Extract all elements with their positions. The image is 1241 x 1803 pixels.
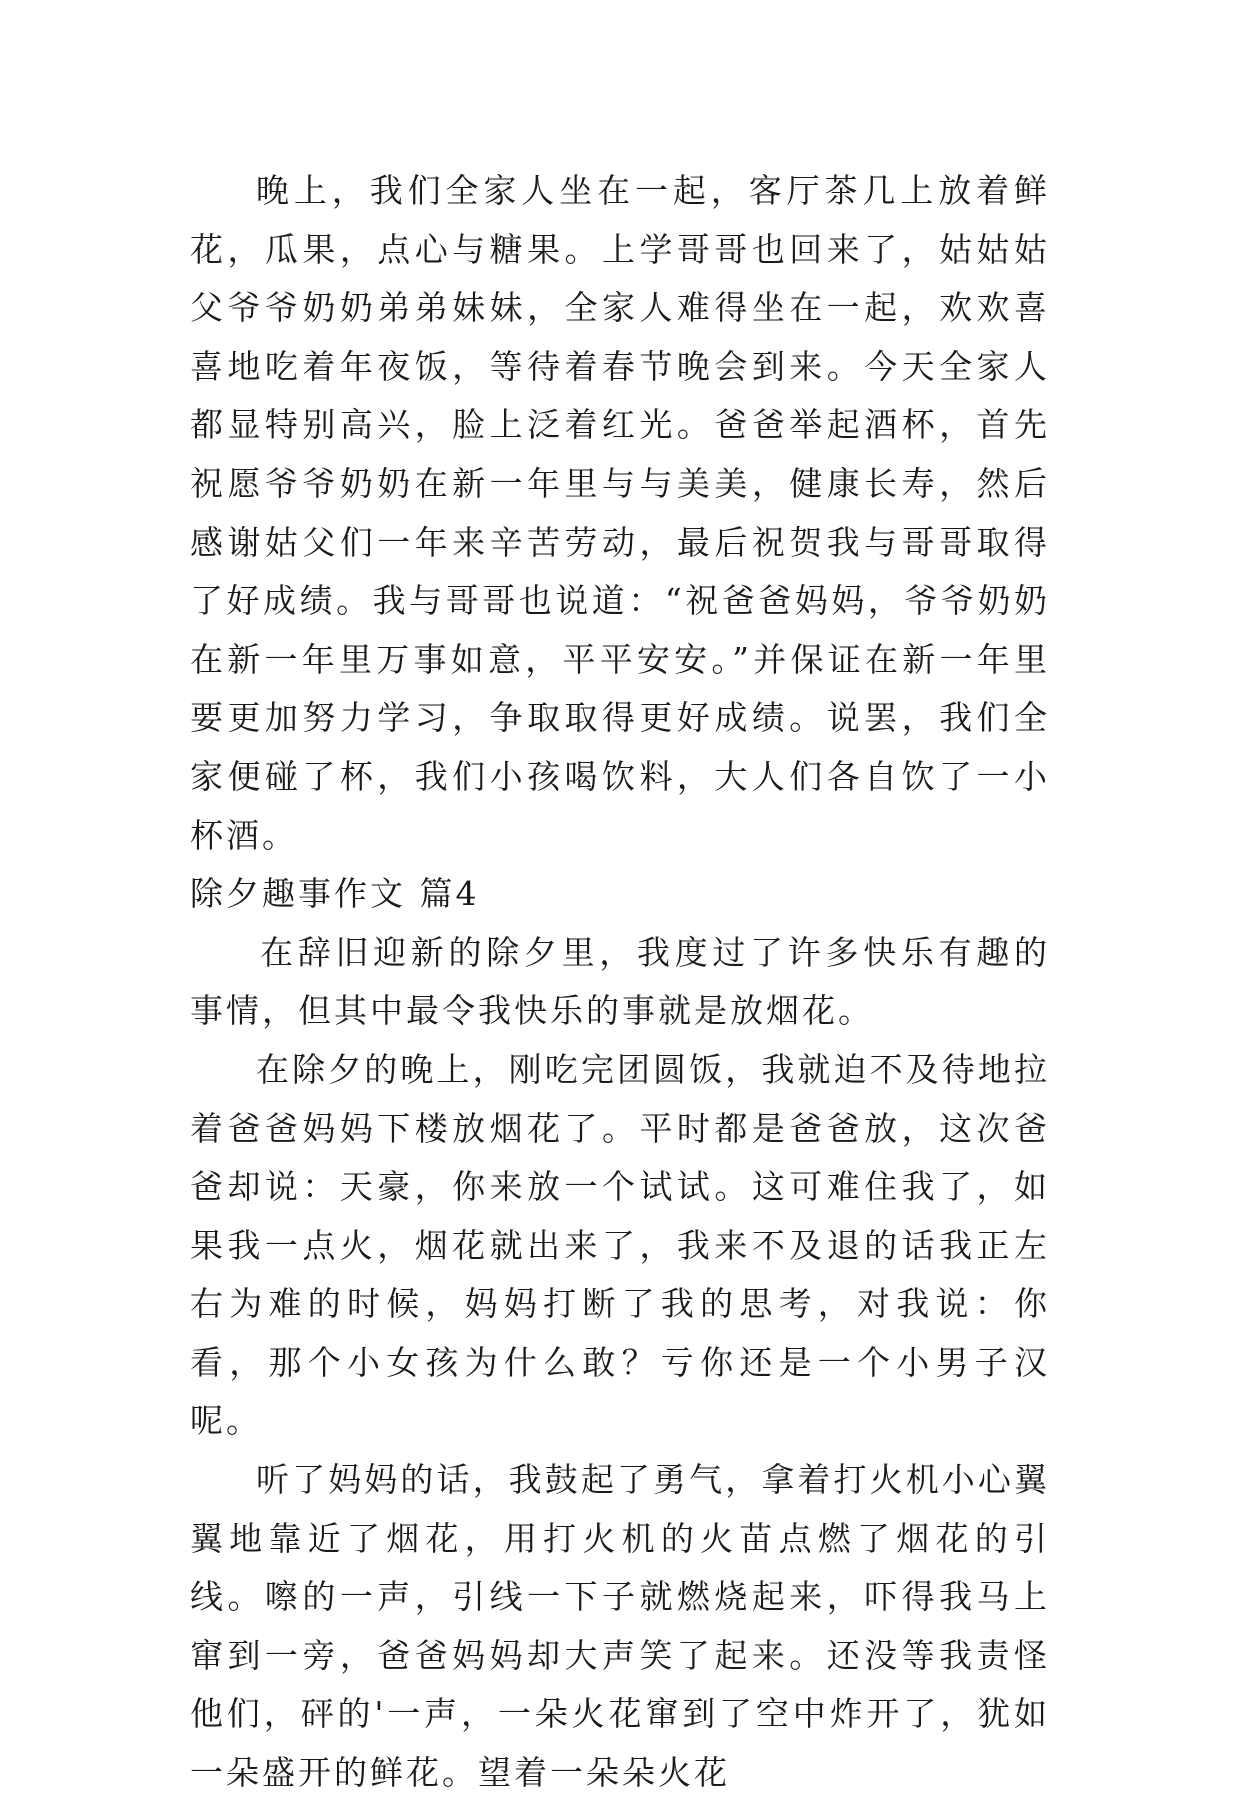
section-heading: 除夕趣事作文 篇4 — [190, 874, 480, 914]
document-body — [190, 162, 1050, 1803]
paragraph-dinner-fireworks: 在除夕的晚上，刚吃完团圆饭，我就迫不及待地拉着爸爸妈妈下楼放烟花了。平时都是爸爸放，这次爸爸却说：天豪，你来放一个试试。这可难住我了，如果我一点火，烟花就出来了，我来不及退的话我正左右为难的时候，妈妈打断了我的思考，对我说：你看，那个小女孩为什么敢？亏你还是一个小男子汉呢。 — [190, 1049, 1050, 1441]
paragraph-family-dinner: 晚上，我们全家人坐在一起，客厅茶几上放着鲜花，瓜果，点心与糖果。上学哥哥也回来了，姑姑姑父爷爷奶奶弟弟妹妹，全家人难得坐在一起，欢欢喜喜地吃着年夜饭，等待着春节晚会到来。今天全家人都显特别高兴，脸上泛着红光。爸爸举起酒杯，首先祝愿爷爷奶奶在新一年里与与美美，健康长寿，然后感谢姑父们一年来辛苦劳动，最后祝贺我与哥哥取得了好成绩。我与哥哥也说道：“祝爸爸妈妈，爷爷奶奶在新一年里万事如意，平平安安。”并保证在新一年里要更加努力学习，争取取得更好成绩。说罢，我们全家便碰了杯，我们小孩喝饮料，大人们各自饮了一小杯酒。 — [190, 171, 1050, 855]
paragraph-lighting-fireworks: 听了妈妈的话，我鼓起了勇气，拿着打火机小心翼翼地靠近了烟花，用打火机的火苗点燃了烟花的引线。嚓的一声，引线一下子就燃烧起来，吓得我马上窜到一旁，爸爸妈妈却大声笑了起来。还没等我责怪他们，砰的'一声，一朵火花窜到了空中炸开了，犹如一朵盛开的鲜花。望着一朵朵火花 — [190, 1460, 1050, 1793]
paragraph-intro-fireworks: 在辞旧迎新的除夕里，我度过了许多快乐有趣的事情，但其中最令我快乐的事就是放烟花。 — [190, 932, 1050, 1031]
